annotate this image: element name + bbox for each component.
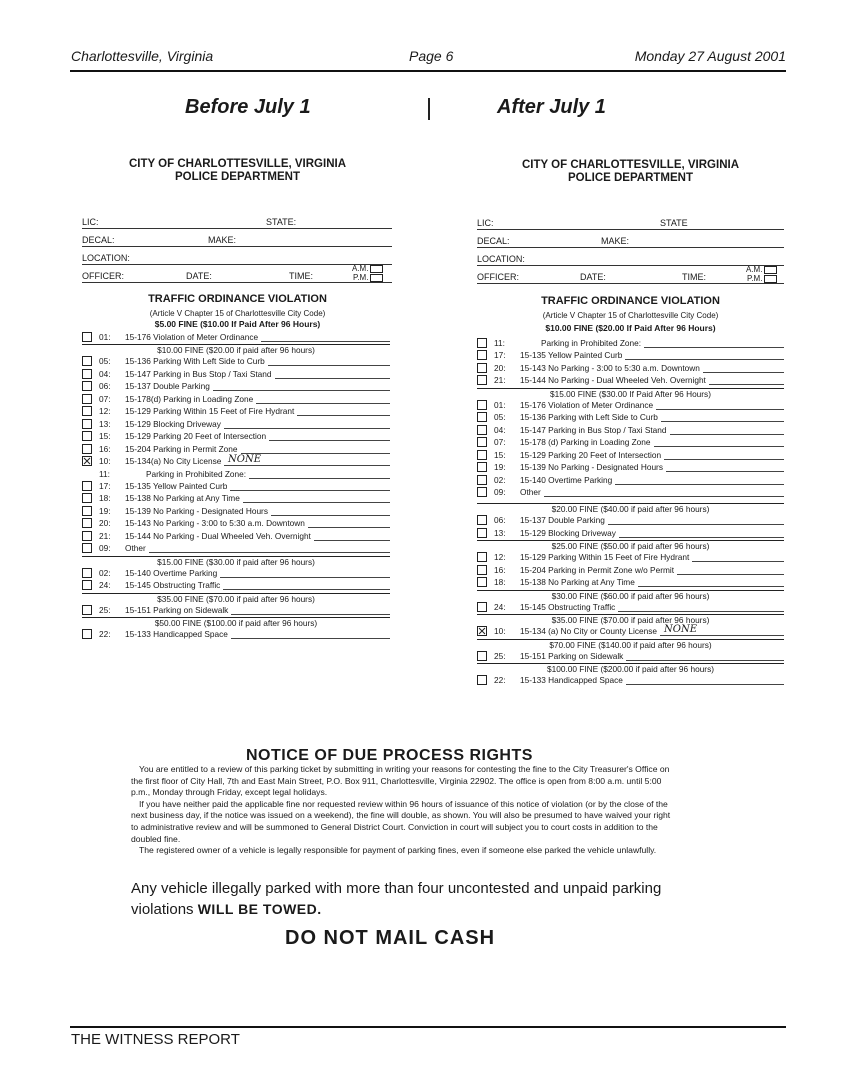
left-dept-name: POLICE DEPARTMENT [174,171,300,183]
violation-checkbox[interactable] [477,400,487,410]
violation-code: 04: [99,368,111,379]
violation-code: 24: [494,601,506,612]
violation-code: 20: [99,518,111,529]
violation-code: 18: [494,577,506,588]
fill-in-line [149,552,390,553]
violation-code: 13: [494,527,506,538]
violation-checkbox[interactable] [477,363,487,373]
fine-tier-heading: $30.00 FINE ($60.00 if paid after 96 hours) [477,590,784,601]
violation-item[interactable] [477,461,784,473]
left-base-fine: $5.00 FINE ($10.00 If Paid After 96 Hours) [154,319,321,329]
right-ampm-boxes[interactable] [746,265,777,283]
violation-code: 09: [494,486,506,497]
violation-item[interactable] [477,436,784,448]
violation-checkbox[interactable] [82,369,92,379]
left-officer-field[interactable] [82,270,392,283]
violation-item[interactable] [477,625,784,637]
violation-item[interactable] [82,604,390,616]
violation-item[interactable] [82,517,390,529]
violation-code: 11: [99,468,110,479]
violation-checkbox[interactable] [477,462,487,472]
violation-description: Other [125,543,146,554]
violation-code: 06: [99,381,111,392]
violation-code: 10: [494,626,506,637]
violation-description: 15-134 (a) No City or County License [520,626,657,637]
left-city-name: CITY OF CHARLOTTESVILLE, VIRGINIA [128,158,347,170]
fill-in-line [269,440,390,441]
handwritten-note: NONE [228,454,261,466]
left-section-title: TRAFFIC ORDINANCE VIOLATION [148,293,327,305]
violation-description: 15-137 Double Parking [520,515,605,526]
violation-description: 15-145 Obstructing Traffic [125,580,221,591]
fill-in-line [231,614,390,615]
violation-item[interactable] [82,443,390,455]
violation-description: 15-135 Yellow Painted Curb [125,480,228,491]
fill-in-line [544,496,784,497]
left-decal-label: DECAL: [82,235,115,245]
left-am-checkbox[interactable] [370,265,383,273]
fine-tier-heading: $15.00 FINE ($30.00 if paid after 96 hours) [82,556,390,567]
fill-in-line [677,574,784,575]
fill-in-line [249,478,390,479]
violation-code: 09: [99,543,111,554]
violation-item[interactable] [477,424,784,436]
fill-in-line [308,527,390,528]
violation-checkbox[interactable] [82,406,92,416]
violation-description: 15-151 Parking on Sidewalk [125,604,229,615]
violation-code: 11: [494,338,505,348]
violation-item[interactable] [82,430,390,442]
right-pm-label: P.M. [747,274,763,283]
fine-tier-heading: $35.00 FINE ($70.00 if paid after 96 hours) [477,614,784,625]
fill-in-line [670,434,784,435]
violation-description: 15-136 Parking with Left Side to Curb [520,412,658,423]
violation-code: 15: [99,431,111,442]
violation-item[interactable] [82,468,390,480]
notice-paragraph-1: You are entitled to a review of this parking ticket by submitting in writing your reasons for contesting the fine to the City Treasurer's Office on the first floor of City Hall, 7th and East Main Street, P.O. Box 911, Charlottesville, Virginia 22902. The office is open from 8:00 a.m. until 5:00 p.m., Monday through Friday, except legal holidays. [131,764,670,798]
violation-description: 15-137 Double Parking [125,381,210,392]
right-am-checkbox[interactable] [764,266,777,274]
violation-item[interactable] [477,374,784,386]
violation-item[interactable] [477,551,784,563]
right-lic-field[interactable] [477,217,784,230]
fill-in-line [709,384,784,385]
violation-checkbox[interactable] [82,444,92,454]
violation-description: Other [520,486,541,497]
violation-description: 15-144 No Parking - Dual Wheeled Veh. Overnight [520,375,706,386]
fill-in-line [638,586,784,587]
fill-in-line [241,453,390,454]
violation-checkbox[interactable] [82,456,92,466]
violation-checkbox[interactable] [477,350,487,360]
violation-checkbox[interactable] [82,531,92,541]
notice-paragraph-3: The registered owner of a vehicle is legally responsible for payment of parking fines, even if someone else parked the vehicle unlawfully. [139,845,657,856]
right-pm-checkbox[interactable] [764,275,777,283]
violation-code: 18: [99,493,111,504]
violation-checkbox[interactable] [82,381,92,391]
notice-body [131,764,676,857]
right-section-title: TRAFFIC ORDINANCE VIOLATION [541,295,720,307]
violation-checkbox[interactable] [477,651,487,661]
fill-in-line [654,446,784,447]
violation-checkbox[interactable] [82,419,92,429]
violation-item[interactable] [82,355,390,367]
fill-in-line [223,589,390,590]
fine-tier-heading: $35.00 FINE ($70.00 if paid after 96 hours) [82,593,390,604]
violation-code: 22: [99,629,111,639]
fine-tier-heading: $20.00 FINE ($40.00 if paid after 96 hours) [477,503,784,514]
fill-in-line [297,415,390,416]
left-pm-checkbox[interactable] [370,274,383,282]
fill-in-line [619,537,784,538]
tow-warning-bold: WILL BE TOWED. [197,901,322,917]
fill-in-line [275,378,390,379]
violation-checkbox[interactable] [477,437,487,447]
violation-item[interactable] [82,380,390,392]
footer-publication: THE WITNESS REPORT [71,1031,240,1048]
violation-description: 15-138 No Parking at Any Time [520,577,635,588]
left-city-heading [80,158,395,184]
violation-checkbox[interactable] [477,412,487,422]
right-date-label: DATE: [580,272,606,282]
right-lic-label: LIC: [477,218,494,228]
left-make-label: MAKE: [208,235,237,245]
violation-item[interactable] [477,411,784,423]
violation-item[interactable] [82,530,390,542]
violation-item[interactable] [82,567,390,579]
violation-checkbox[interactable] [82,568,92,578]
fill-in-line [230,490,390,491]
fill-in-line [656,409,784,410]
violation-description: 15-140 Overtime Parking [125,567,218,578]
header-location: Charlottesville, Virginia [71,48,214,64]
violation-checkbox[interactable] [477,565,487,575]
violation-item[interactable] [82,405,390,417]
violation-item[interactable] [477,527,784,539]
violation-item[interactable] [82,331,390,343]
footer-rule [70,1026,786,1028]
handwritten-note: NONE [664,624,697,636]
violation-item[interactable] [82,542,390,554]
violation-checkbox[interactable] [82,506,92,516]
violation-item[interactable] [477,576,784,588]
violation-item[interactable] [477,337,784,349]
right-officer-label: OFFICER: [477,272,519,282]
violation-item[interactable] [477,650,784,662]
right-decal-field[interactable] [477,235,784,248]
violation-description: 15-147 Parking in Bus Stop / Taxi Stand [125,368,272,379]
violation-description: 15-140 Overtime Parking [520,474,613,485]
violation-checkbox[interactable] [82,543,92,553]
left-officer-label: OFFICER: [82,271,124,281]
tow-warning-text: Any vehicle illegally parked with more than four uncontested and unpaid parking violations [131,880,662,918]
violation-description: 15-151 Parking on Sidewalk [520,650,624,661]
left-location-label: LOCATION: [82,253,130,263]
violation-description: 15-144 No Parking - Dual Wheeled Veh. Overnight [125,530,311,541]
violation-code: 17: [99,480,111,491]
violation-checkbox[interactable] [477,528,487,538]
violation-description: 15-129 Blocking Driveway [520,527,616,538]
right-city-heading [473,159,788,185]
left-location-field[interactable] [82,252,392,265]
violation-item[interactable] [477,601,784,613]
violation-description: 15-129 Parking Within 15 Feet of Fire Hydrant [520,552,690,563]
right-base-fine: $10.00 FINE ($20.00 If Paid After 96 Hours) [545,323,716,333]
left-ampm-boxes[interactable] [352,264,383,282]
violation-checkbox[interactable] [82,629,92,639]
fill-in-line [703,372,784,373]
fill-in-line [626,684,784,685]
violation-code: 21: [99,530,111,541]
violation-code: 04: [494,424,506,435]
violation-checkbox[interactable] [477,487,487,497]
violation-description: 15-176 Violation of Meter Ordinance [520,399,654,410]
violation-checkbox[interactable] [82,493,92,503]
violation-code: 02: [99,567,111,578]
right-city-name: CITY OF CHARLOTTESVILLE, VIRGINIA [521,159,740,171]
violation-description: 15-135 Yellow Painted Curb [520,350,623,361]
notice-title: NOTICE OF DUE PROCESS RIGHTS [246,747,533,764]
tow-warning [131,879,679,920]
violation-code: 05: [494,412,506,423]
violation-checkbox[interactable] [477,675,487,685]
right-am-label: A.M. [746,265,763,274]
violation-description: 15-145 Obstructing Traffic [520,601,616,612]
violation-code: 02: [494,474,506,485]
violation-item[interactable] [477,564,784,576]
violation-checkbox[interactable] [477,602,487,612]
fine-tier-heading: $15.00 FINE ($30.00 If Paid After 96 Hours) [477,388,784,399]
violation-description: 15-133 Handicapped Space [520,675,623,685]
violation-item[interactable] [82,368,390,380]
fill-in-line [213,390,390,391]
fine-tier-heading: $50.00 FINE ($100.00 if paid after 96 hours) [82,617,390,628]
left-state-label: STATE: [266,217,297,227]
header-page: Page 6 [409,48,454,64]
fill-in-line [626,660,784,661]
fill-in-line [664,459,784,460]
column-separator [428,98,430,120]
fill-in-line [224,428,390,429]
fill-in-line [661,421,784,422]
right-make-label: MAKE: [601,236,630,246]
violation-code: 20: [494,362,506,373]
fill-in-line [261,341,390,342]
left-lic-field[interactable] [82,216,392,229]
violation-description: Parking in Prohibited Zone: [146,468,247,479]
violation-checkbox[interactable] [82,332,92,342]
right-officer-field[interactable] [477,271,784,284]
fill-in-line [692,561,784,562]
left-article: (Article V Chapter 15 of Charlottesville City Code) [149,309,326,318]
fill-in-line [314,540,390,541]
fill-in-line [618,611,784,612]
fill-in-line [271,515,390,516]
violation-item[interactable] [477,474,784,486]
before-title: Before July 1 [185,96,311,118]
violation-item[interactable] [82,628,390,640]
violation-code: 06: [494,515,506,526]
violation-code: 25: [99,604,111,615]
fill-in-line [644,347,784,348]
right-time-label: TIME: [682,272,706,282]
right-state-label: STATE [660,218,688,228]
violation-checkbox[interactable] [82,605,92,615]
violation-checkbox[interactable] [82,356,92,366]
violation-checkbox[interactable] [477,450,487,460]
left-am-label: A.M. [352,264,369,273]
violation-code: 05: [99,356,111,367]
violation-checkbox[interactable] [477,515,487,525]
violation-description: 15-136 Parking With Left Side to Curb [125,356,265,367]
violation-description: 15-129 Blocking Driveway [125,418,221,429]
violation-code: 25: [494,650,506,661]
violation-checkbox[interactable] [477,475,487,485]
violation-description: 15-178 (d) Parking in Loading Zone [520,437,651,448]
violation-item[interactable] [82,480,390,492]
violation-checkbox[interactable] [82,431,92,441]
right-location-field[interactable] [477,253,784,266]
violation-checkbox[interactable] [477,425,487,435]
violation-checkbox[interactable] [477,552,487,562]
left-date-label: DATE: [186,271,212,281]
fill-in-line [256,403,390,404]
violation-code: 16: [99,443,111,454]
violation-description: 15-138 No Parking at Any Time [125,493,240,504]
violation-checkbox[interactable] [82,481,92,491]
violation-code: 17: [494,350,506,361]
violation-code: 07: [494,437,506,448]
left-decal-field[interactable] [82,234,392,247]
violation-checkbox[interactable] [82,518,92,528]
fine-tier-heading: $100.00 FINE ($200.00 if paid after 96 hours) [477,663,784,674]
fine-tier-heading: $25.00 FINE ($50.00 if paid after 96 hours) [477,540,784,551]
violation-checkbox[interactable] [477,626,487,636]
right-location-label: LOCATION: [477,254,525,264]
fill-in-line [615,484,784,485]
right-article: (Article V Chapter 15 of Charlottesville City Code) [542,311,719,320]
violation-item[interactable] [82,579,390,591]
violation-description: 15-129 Parking 20 Feet of Intersection [520,449,662,460]
left-lic-label: LIC: [82,217,99,227]
fine-tier-heading: $70.00 FINE ($140.00 if paid after 96 hours) [477,639,784,650]
header-date: Monday 27 August 2001 [634,48,786,64]
violation-item[interactable] [477,514,784,526]
violation-item[interactable] [477,349,784,361]
violation-description: 15-204 Parking in Permit Zone w/o Permit [520,564,675,575]
violation-description: 15-134(a) No City License [125,456,222,467]
violation-description: Parking in Prohibited Zone: [541,338,642,348]
fill-in-line [666,471,784,472]
fill-in-line [608,524,784,525]
fill-in-line [268,365,390,366]
violation-checkbox[interactable] [477,338,487,348]
violation-description: 15-129 Parking Within 15 Feet of Fire Hydrant [125,406,295,417]
violation-item[interactable] [82,455,390,467]
notice-paragraph-2: If you have neither paid the applicable fine nor requested review within 96 hours of issuance of this notice of violation (or by the close of the next business day, if the notice was issued on a weekend), the fine will double, as shown. You will also be presumed to have waived your right to administrative review and will be summoned to General District Court. Conviction in court will subject you to court costs in addition to the doubled fine. [131,798,671,844]
violation-code: 13: [99,418,111,429]
violation-item[interactable] [82,505,390,517]
violation-item[interactable] [477,486,784,498]
violation-description: 15-176 Violation of Meter Ordinance [125,332,259,342]
violation-code: 01: [494,399,506,410]
violation-item[interactable] [82,393,390,405]
violation-description: 15-129 Parking 20 Feet of Intersection [125,431,267,442]
violation-checkbox[interactable] [82,394,92,404]
left-pm-label: P.M. [353,273,369,282]
violation-description: 15-147 Parking in Bus Stop / Taxi Stand [520,424,667,435]
fine-tier-heading: $10.00 FINE ($20.00 if paid after 96 hours) [82,344,390,355]
violation-checkbox[interactable] [477,375,487,385]
violation-code: 21: [494,375,506,386]
fill-in-line [625,359,784,360]
violation-code: 12: [99,406,111,417]
right-dept-name: POLICE DEPARTMENT [567,172,693,184]
fill-in-line [231,638,390,639]
violation-item[interactable] [477,399,784,411]
do-not-mail-cash: DO NOT MAIL CASH [285,927,496,949]
violation-description: 15-143 No Parking - 3:00 to 5:30 a.m. Downtown [520,362,700,373]
violation-code: 22: [494,675,506,685]
fill-in-line [243,502,390,503]
violation-item[interactable] [82,492,390,504]
violation-code: 15: [494,449,506,460]
violation-code: 24: [99,580,111,591]
violation-item[interactable] [477,674,784,686]
header-rule [70,70,786,72]
violation-description: 15-178(d) Parking in Loading Zone [125,393,254,404]
violation-checkbox[interactable] [477,577,487,587]
after-title: After July 1 [497,96,606,118]
violation-description: 15-143 No Parking - 3:00 to 5:30 a.m. Downtown [125,518,305,529]
violation-checkbox[interactable] [82,580,92,590]
violation-code: 16: [494,564,506,575]
violation-item[interactable] [477,362,784,374]
violation-description: 15-133 Handicapped Space [125,629,228,639]
violation-description: 15-139 No Parking - Designated Hours [125,505,268,516]
violation-code: 19: [494,462,506,473]
violation-description: 15-204 Parking in Permit Zone [125,443,238,454]
violation-code: 19: [99,505,111,516]
fill-in-line [220,577,390,578]
violation-code: 07: [99,393,111,404]
violation-code: 10: [99,456,111,467]
violation-description: 15-139 No Parking - Designated Hours [520,462,663,473]
violation-item[interactable] [82,418,390,430]
right-decal-label: DECAL: [477,236,510,246]
left-time-label: TIME: [289,271,313,281]
violation-code: 01: [99,332,111,342]
violation-code: 12: [494,552,506,563]
violation-item[interactable] [477,449,784,461]
